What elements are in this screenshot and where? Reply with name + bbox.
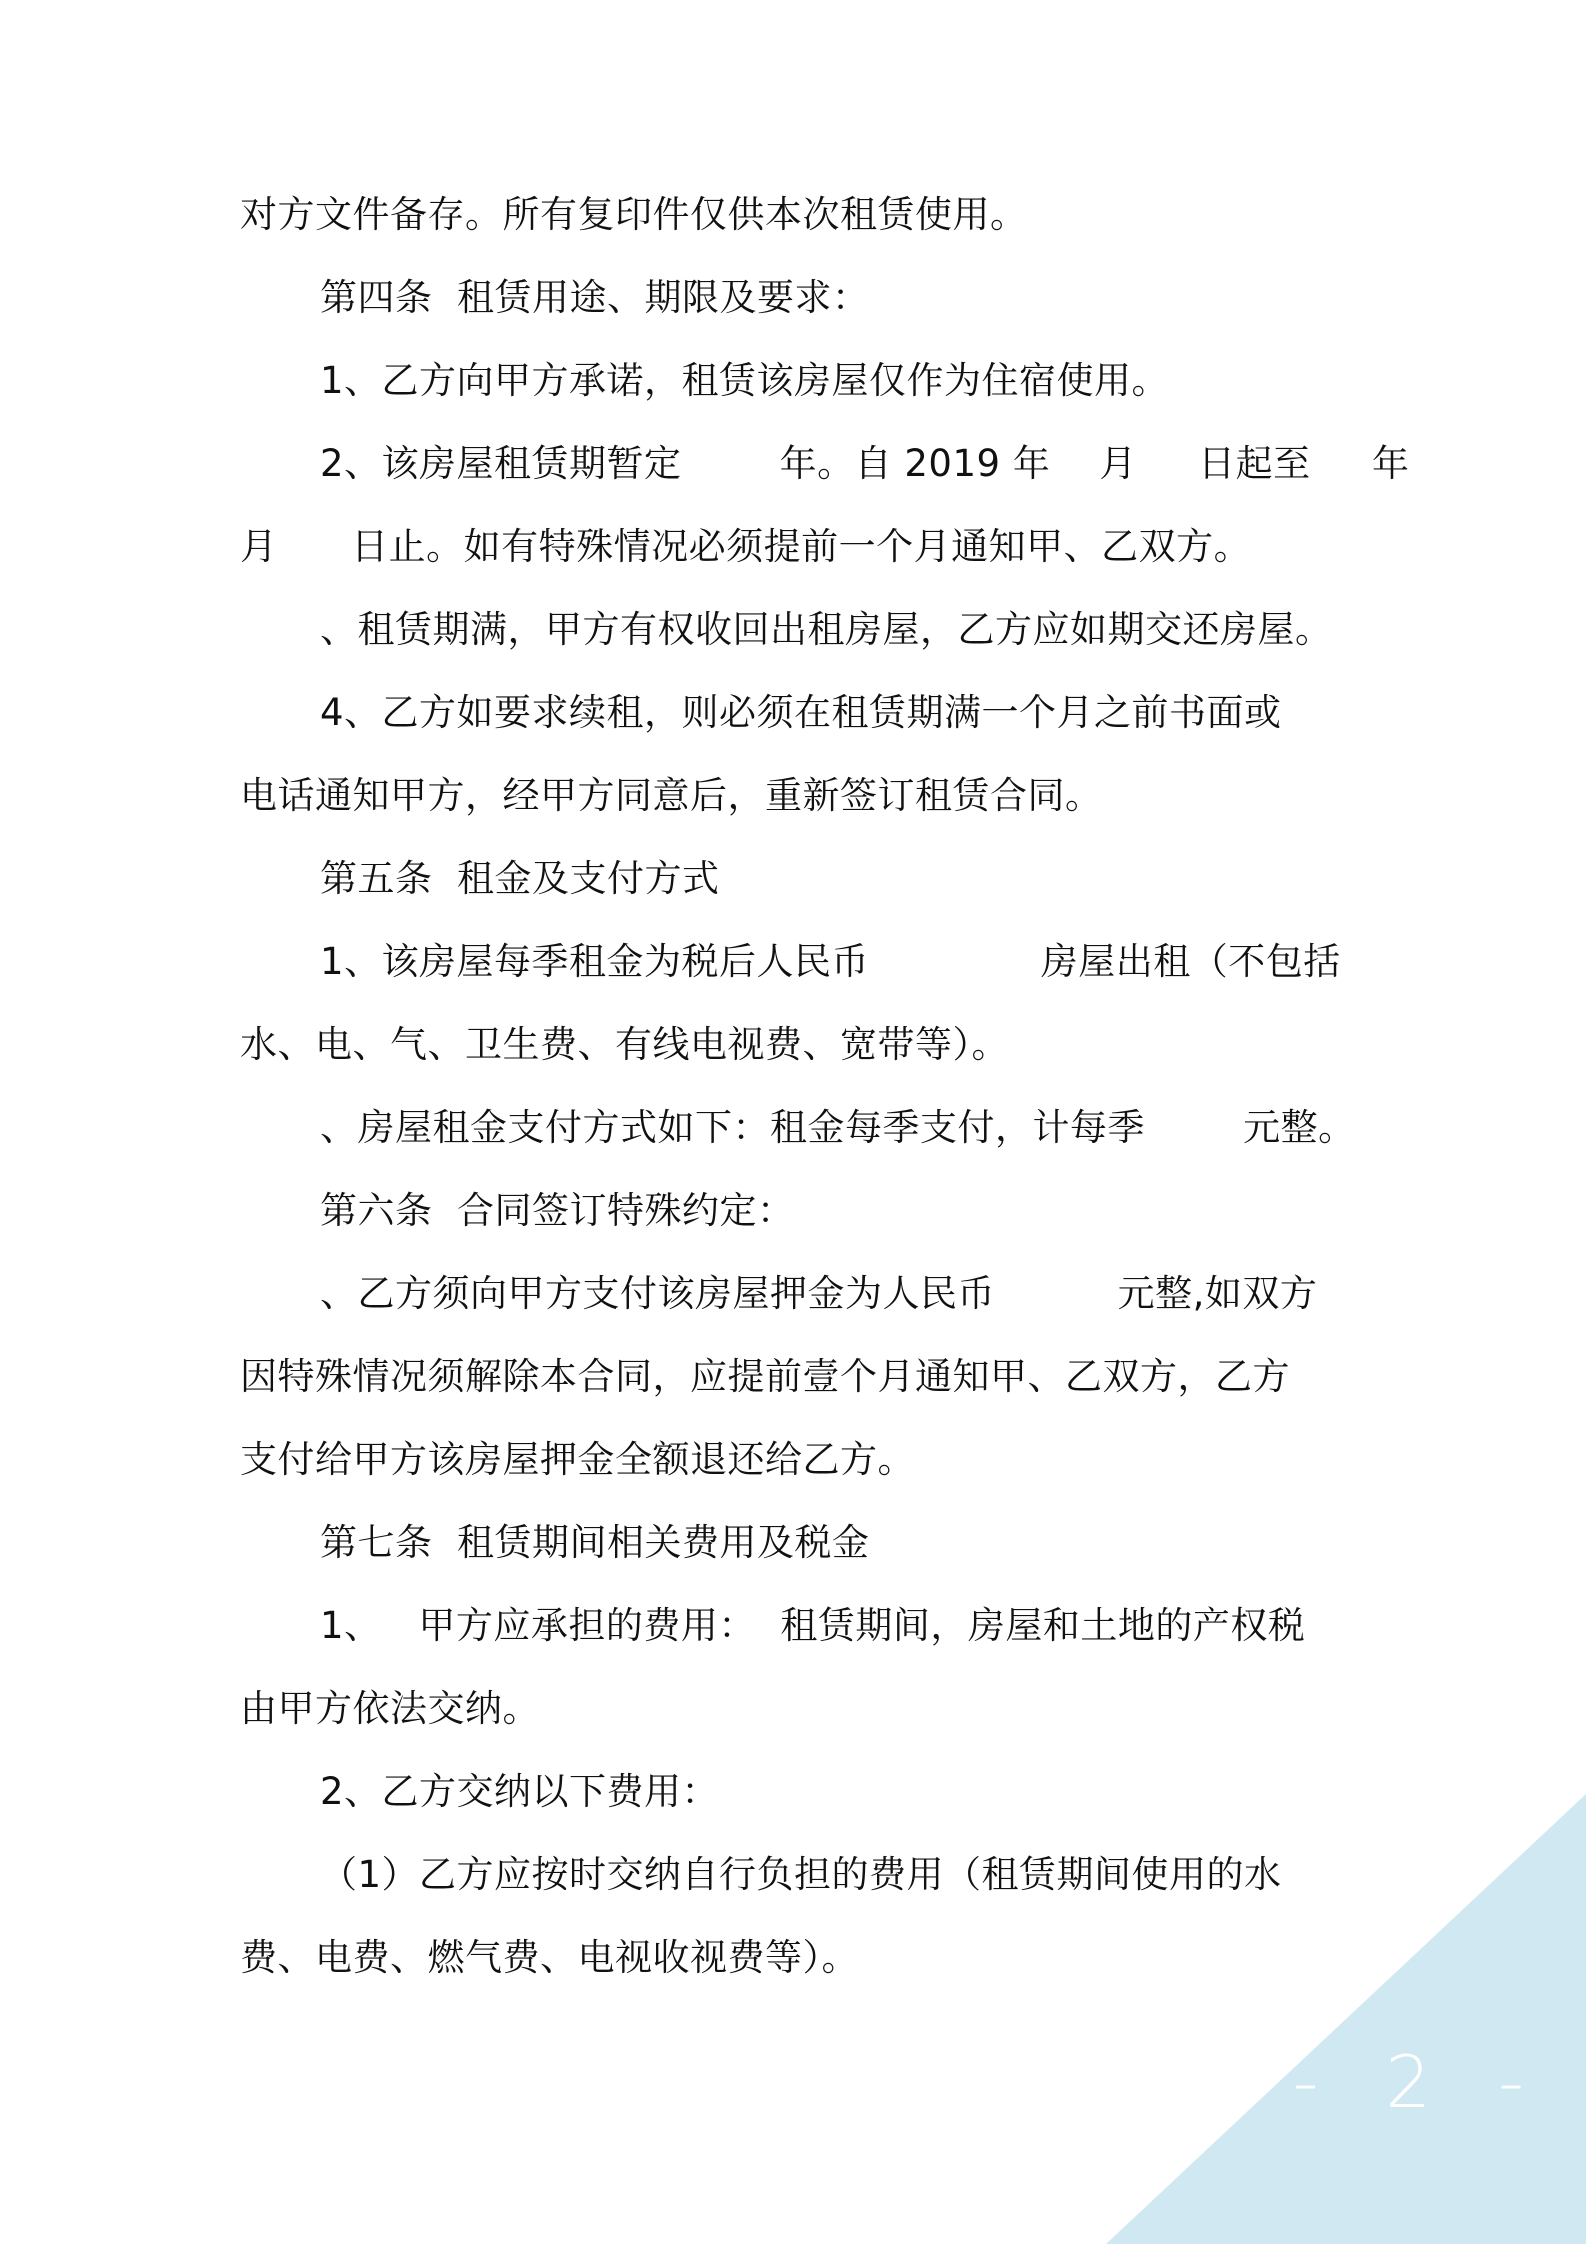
text-line: 由甲方依法交纳。 [240,1687,540,1730]
text-line: 支付给甲方该房屋押金全额退还给乙方。 [240,1438,915,1481]
text-line: （1）乙方应按时交纳自行负担的费用（租赁期间使用的水 [320,1853,1282,1896]
text-line: 月 日止。如有特殊情况必须提前一个月通知甲、乙双方。 [240,525,1252,568]
text-line: 对方文件备存。所有复印件仅供本次租赁使用。 [240,193,1028,236]
article-5-heading: 第五条 租金及支付方式 [320,857,720,900]
article-7-heading: 第七条 租赁期间相关费用及税金 [320,1521,870,1564]
text-line: 1、该房屋每季租金为税后人民币 房屋出租（不包括 [320,940,1341,983]
text-line: 1、 甲方应承担的费用： 租赁期间，房屋和土地的产权税 [320,1604,1306,1647]
text-line: 、乙方须向甲方支付该房屋押金为人民币 元整,如双方 [320,1272,1318,1315]
text-line: 、租赁期满，甲方有权收回出租房屋，乙方应如期交还房屋。 [320,608,1333,651]
article-6-heading: 第六条 合同签订特殊约定： [320,1189,795,1232]
corner-triangle [1106,1794,1586,2244]
article-4-heading: 第四条 租赁用途、期限及要求： [320,276,870,319]
text-line: 费、电费、燃气费、电视收视费等）。 [240,1936,859,1979]
corner-decoration [1106,1794,1586,2244]
text-line: 2、该房屋租赁期暂定 年。自 2019 年 月 日起至 年 [320,442,1410,485]
text-line: 电话通知甲方，经甲方同意后，重新签订租赁合同。 [240,774,1103,817]
text-line: 4、乙方如要求续租，则必须在租赁期满一个月之前书面或 [320,691,1282,734]
page-number: - 2 - [1292,2040,1546,2124]
text-line: 、房屋租金支付方式如下：租金每季支付，计每季 元整。 [320,1106,1356,1149]
text-line: 因特殊情况须解除本合同，应提前壹个月通知甲、乙双方，乙方 [240,1355,1290,1398]
text-line: 水、电、气、卫生费、有线电视费、宽带等）。 [240,1023,1009,1066]
text-line: 1、乙方向甲方承诺，租赁该房屋仅作为住宿使用。 [320,359,1170,402]
text-line: 2、乙方交纳以下费用： [320,1770,720,1813]
